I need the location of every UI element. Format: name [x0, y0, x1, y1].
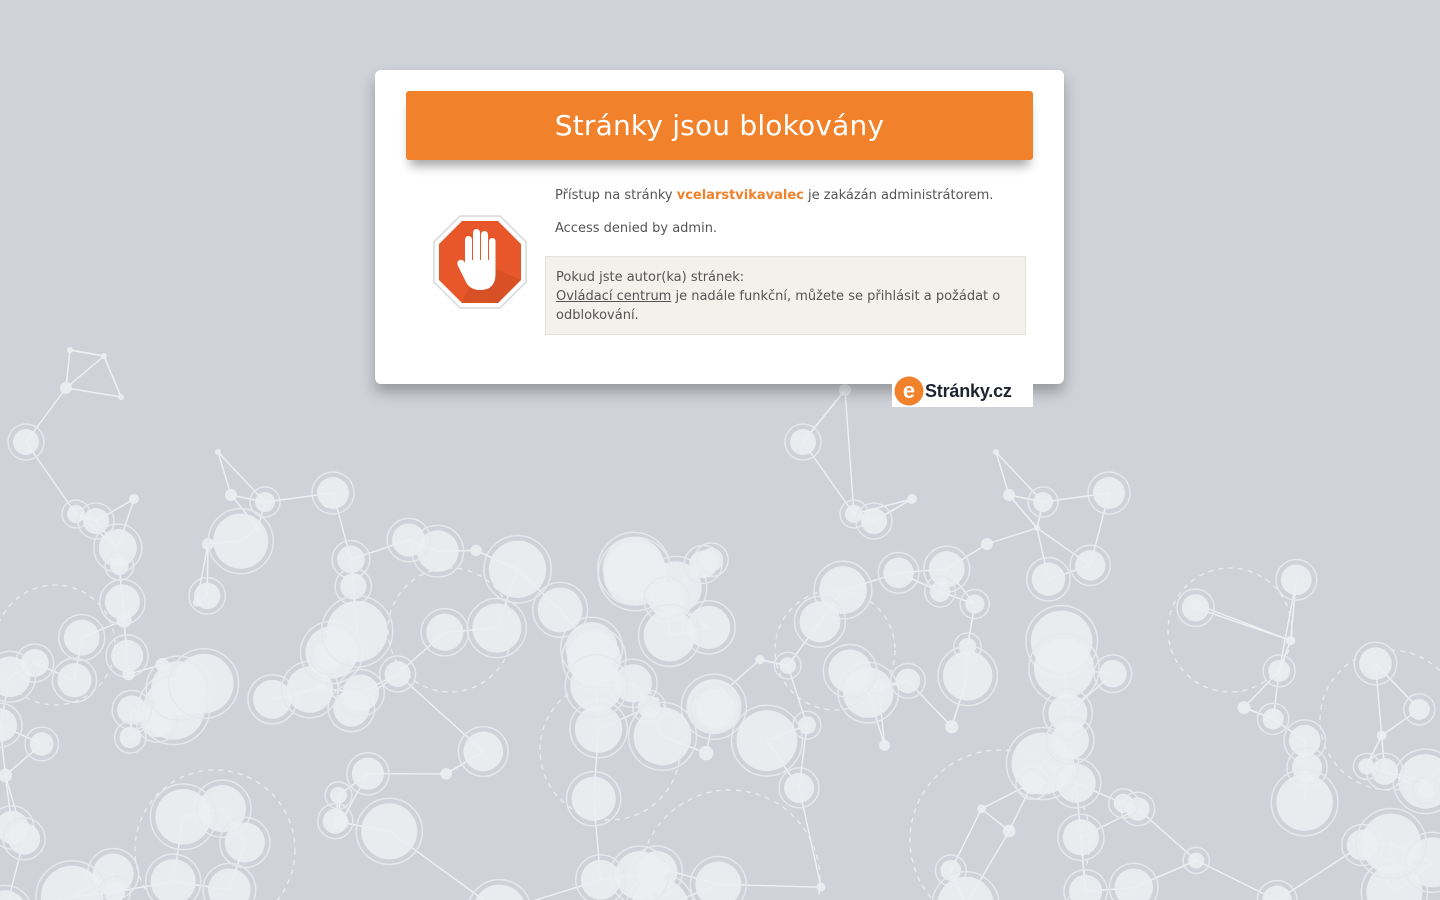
network-node	[981, 538, 993, 550]
network-edge	[66, 388, 121, 397]
network-node	[343, 674, 380, 711]
network-node	[361, 803, 417, 859]
network-node	[1032, 563, 1065, 596]
logo-text: Stránky.cz	[925, 380, 1012, 401]
message-suffix: je zakázán administrátorem.	[808, 188, 994, 203]
network-node	[943, 651, 992, 700]
network-node	[907, 494, 917, 504]
network-node	[317, 477, 349, 509]
network-node	[1358, 758, 1374, 774]
network-node	[945, 720, 958, 733]
network-node	[151, 859, 196, 900]
network-node	[1371, 758, 1398, 785]
network-node	[330, 787, 347, 804]
network-node	[323, 809, 348, 834]
network-node	[1377, 731, 1387, 741]
network-node	[225, 489, 237, 501]
network-node	[790, 429, 816, 455]
network-node	[930, 581, 951, 602]
network-node	[83, 508, 109, 534]
network-node	[385, 661, 411, 687]
network-node	[1359, 647, 1392, 680]
network-edge	[1196, 608, 1291, 641]
network-node	[215, 449, 221, 455]
network-edge	[799, 788, 821, 887]
network-node	[883, 558, 914, 589]
network-node	[929, 551, 965, 587]
network-node	[634, 707, 692, 765]
network-node	[116, 612, 132, 628]
network-node	[67, 347, 73, 353]
network-node	[13, 429, 39, 455]
network-node	[1418, 782, 1435, 799]
network-node	[110, 557, 128, 575]
network-node	[1286, 636, 1295, 645]
network-node	[1289, 725, 1321, 757]
network-edge	[987, 528, 1037, 544]
network-node	[101, 353, 107, 359]
blocked-message-cz	[555, 187, 993, 205]
network-node	[977, 804, 986, 813]
network-edge	[66, 356, 104, 388]
network-node	[1003, 489, 1015, 501]
stop-hand-icon	[432, 214, 528, 310]
network-node	[470, 545, 481, 556]
network-node	[1093, 477, 1125, 509]
network-node	[473, 885, 527, 900]
network-node	[213, 514, 268, 569]
network-node	[736, 710, 797, 771]
network-edge	[26, 442, 76, 514]
network-node	[392, 523, 425, 556]
network-node	[1063, 819, 1099, 855]
network-node	[1276, 774, 1333, 831]
network-node	[1263, 708, 1284, 729]
network-node	[1409, 699, 1430, 720]
network-node	[1281, 565, 1312, 596]
network-node	[755, 655, 764, 664]
network-node	[937, 877, 994, 900]
network-node	[861, 508, 887, 534]
network-node	[1051, 722, 1089, 760]
blocked-message-en: Access denied by admin.	[555, 221, 718, 236]
network-node	[1003, 825, 1016, 838]
network-node	[1361, 813, 1421, 873]
network-node	[64, 620, 100, 656]
network-node	[816, 883, 825, 892]
network-node	[896, 668, 921, 693]
author-info-box	[545, 256, 1026, 335]
control-center-link[interactable]: Ovládací centrum	[556, 289, 672, 304]
network-node	[784, 773, 814, 803]
network-node	[60, 382, 72, 394]
network-node	[463, 732, 503, 772]
network-node	[1114, 794, 1133, 813]
network-node	[1188, 852, 1204, 868]
logo-letter: e	[902, 378, 916, 403]
network-node	[1268, 660, 1290, 682]
network-node	[644, 610, 696, 662]
author-info-text	[556, 287, 1015, 325]
estranky-e-icon	[894, 376, 924, 406]
site-name: vcelarstvikavalec	[676, 188, 804, 203]
network-node	[1398, 754, 1440, 808]
network-node	[845, 505, 863, 523]
network-node	[208, 868, 251, 900]
network-node	[117, 695, 146, 724]
estranky-logo[interactable]	[892, 375, 1033, 407]
network-node	[696, 689, 735, 728]
network-node	[118, 394, 124, 400]
network-node	[1033, 492, 1053, 512]
message-prefix: Přístup na stránky	[555, 188, 673, 203]
network-node	[538, 587, 583, 632]
network-node	[695, 861, 741, 900]
network-node	[779, 657, 796, 674]
network-node	[879, 740, 890, 751]
network-node	[30, 732, 54, 756]
network-node	[965, 594, 984, 613]
network-node	[1069, 875, 1102, 900]
author-info-heading: Pokud jste autor(ka) stránek:	[556, 270, 745, 285]
network-node	[699, 746, 713, 760]
blocked-banner: Stránky jsou blokovány	[406, 91, 1033, 160]
network-edge	[70, 350, 104, 356]
network-node	[255, 492, 275, 512]
network-node	[122, 668, 135, 681]
network-edge	[803, 442, 854, 514]
network-node	[8, 823, 40, 855]
network-node	[839, 384, 851, 396]
network-edge	[845, 390, 854, 514]
network-node	[120, 727, 141, 748]
network-node	[129, 494, 139, 504]
network-node	[317, 683, 327, 693]
network-edge	[104, 356, 121, 397]
network-node	[1182, 594, 1209, 621]
network-node	[0, 708, 17, 742]
network-node	[174, 654, 234, 714]
network-node	[155, 789, 211, 845]
network-node	[352, 758, 384, 790]
network-node	[800, 601, 841, 642]
network-node	[993, 449, 999, 455]
network-node	[1099, 660, 1127, 688]
network-node	[426, 614, 463, 651]
network-node	[472, 604, 521, 653]
network-node	[1238, 701, 1251, 714]
network-node	[67, 505, 85, 523]
network-node	[225, 822, 265, 862]
network-node	[111, 640, 143, 672]
network-node	[57, 663, 91, 697]
network-node	[1039, 657, 1049, 667]
network-node	[1114, 868, 1153, 900]
network-node	[1034, 525, 1040, 531]
network-node	[327, 601, 388, 662]
network-node	[440, 768, 452, 780]
network-node	[194, 583, 220, 609]
network-node	[828, 649, 871, 692]
network-node	[689, 550, 717, 578]
network-node	[570, 660, 622, 712]
blocked-card	[375, 70, 1064, 384]
network-node	[155, 658, 169, 672]
network-node	[572, 777, 616, 821]
network-node	[1075, 550, 1105, 580]
network-node	[581, 860, 621, 900]
network-node	[1262, 886, 1291, 900]
author-info-rest: je nadále funkční, můžete se přihlásit a požádat o odblokování.	[556, 289, 1001, 323]
network-node	[489, 541, 546, 598]
network-node	[253, 680, 292, 719]
network-node	[656, 862, 670, 876]
